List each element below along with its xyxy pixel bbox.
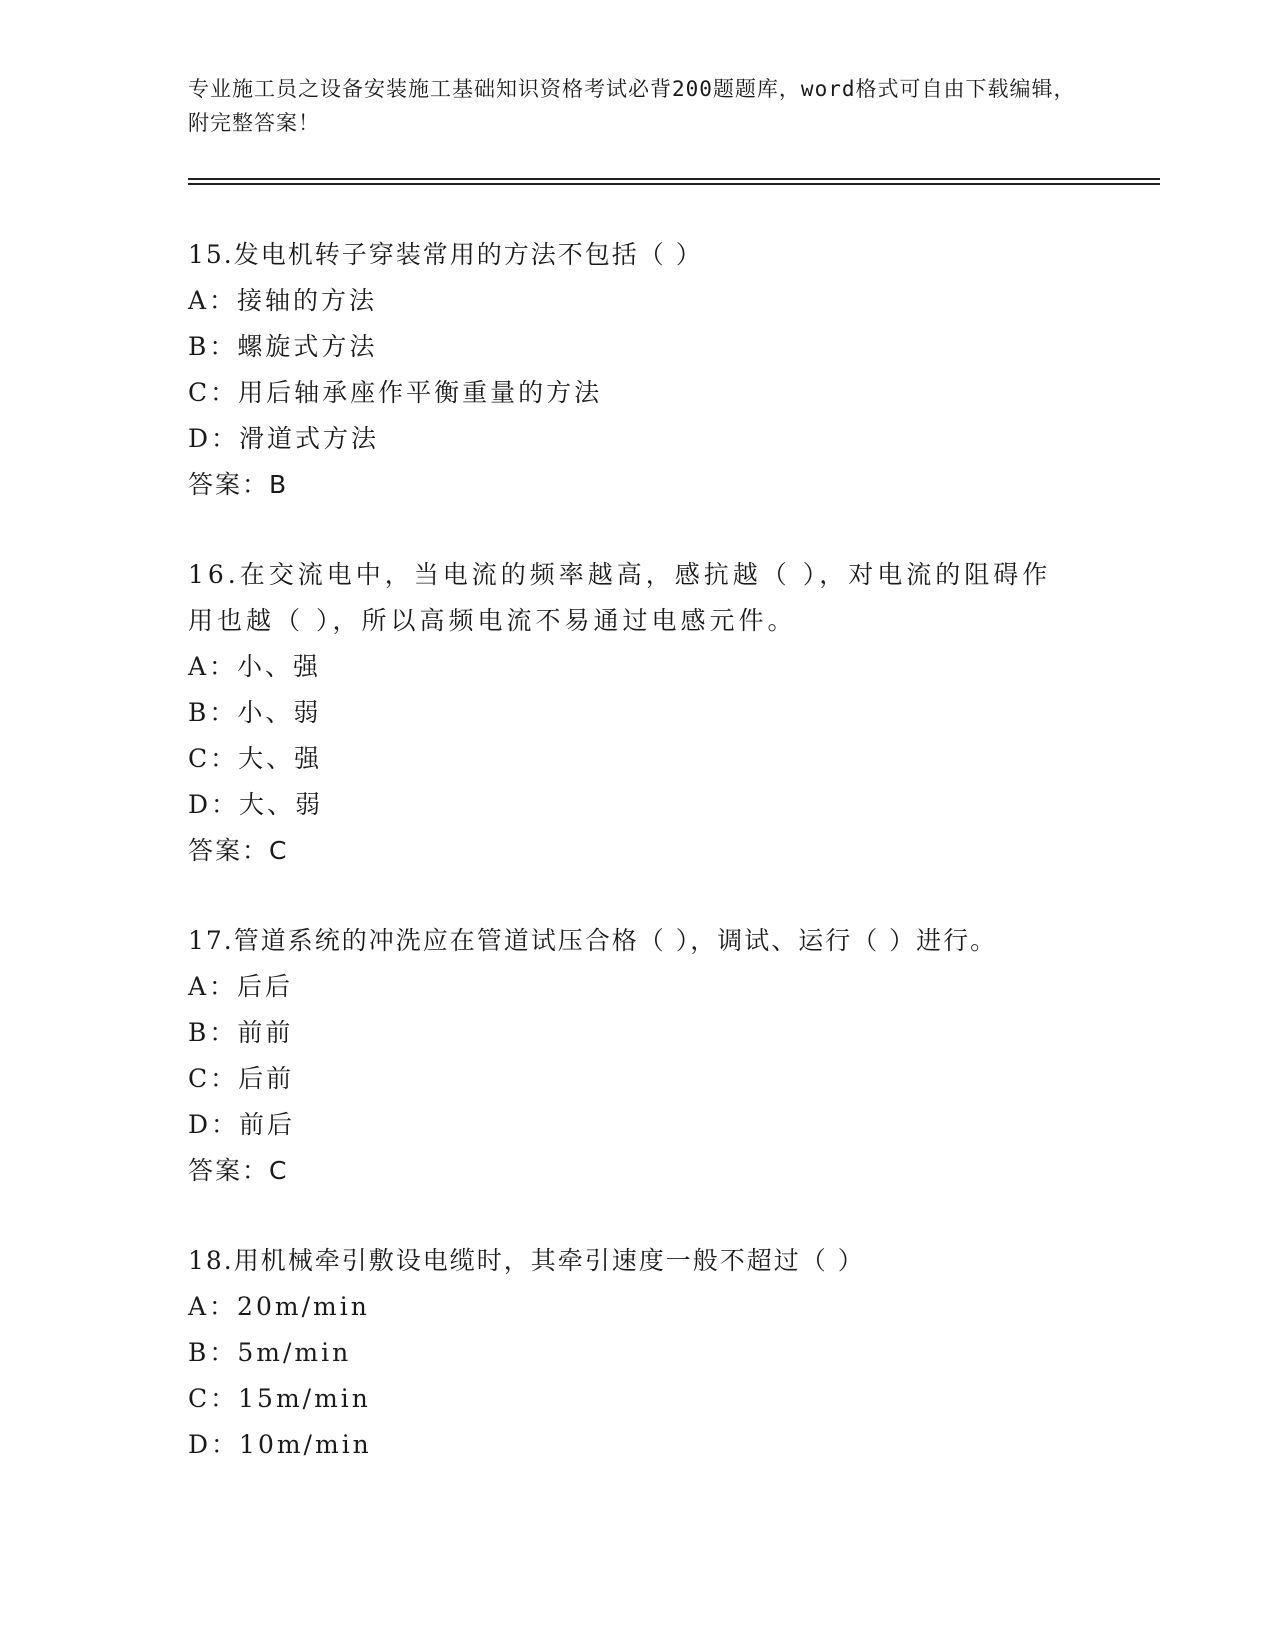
document-header: 专业施工员之设备安装施工基础知识资格考试必背200题题库，word格式可自由下载编辑，附完整答案！ bbox=[188, 77, 1076, 135]
question-17 bbox=[188, 918, 1088, 1194]
answer-label: 答案：C bbox=[188, 836, 289, 865]
option-c: C：后前 bbox=[188, 1064, 295, 1093]
option-d: D：前后 bbox=[188, 1110, 296, 1139]
question-stem: 17.管道系统的冲洗应在管道试压合格（ ），调试、运行（ ）进行。 bbox=[188, 926, 998, 955]
question-stem: 18.用机械牵引敷设电缆时，其牵引速度一般不超过（ ） bbox=[188, 1246, 865, 1275]
question-stem: 15.发电机转子穿装常用的方法不包括（ ） bbox=[188, 240, 703, 269]
option-a: A：小、强 bbox=[188, 652, 322, 681]
option-c: C：大、强 bbox=[188, 744, 323, 773]
question-stem-line-1: 16.在交流电中，当电流的频率越高，感抗越（ ），对电流的阻碍作 bbox=[188, 560, 1052, 589]
option-b: B：5m/min bbox=[188, 1338, 352, 1367]
option-d: D：10m/min bbox=[188, 1430, 372, 1459]
question-stem-line-2: 用也越（ ），所以高频电流不易通过电感元件。 bbox=[188, 606, 797, 635]
answer-label: 答案：B bbox=[188, 470, 289, 499]
option-b: B：小、弱 bbox=[188, 698, 322, 727]
option-d: D：滑道式方法 bbox=[188, 424, 380, 453]
header-divider-top bbox=[188, 178, 1160, 180]
option-c: C：15m/min bbox=[188, 1384, 371, 1413]
option-a: A：接轴的方法 bbox=[188, 286, 378, 315]
header-divider-bottom bbox=[188, 183, 1160, 185]
option-d: D：大、弱 bbox=[188, 790, 324, 819]
question-list bbox=[188, 232, 1088, 1512]
option-b: B：前前 bbox=[188, 1018, 294, 1047]
question-16 bbox=[188, 552, 1088, 874]
question-18 bbox=[188, 1238, 1088, 1468]
option-b: B：螺旋式方法 bbox=[188, 332, 378, 361]
option-a: A：后后 bbox=[188, 972, 294, 1001]
option-c: C：用后轴承座作平衡重量的方法 bbox=[188, 378, 603, 407]
question-15 bbox=[188, 232, 1088, 508]
option-a: A：20m/min bbox=[188, 1292, 370, 1321]
answer-label: 答案：C bbox=[188, 1156, 289, 1185]
